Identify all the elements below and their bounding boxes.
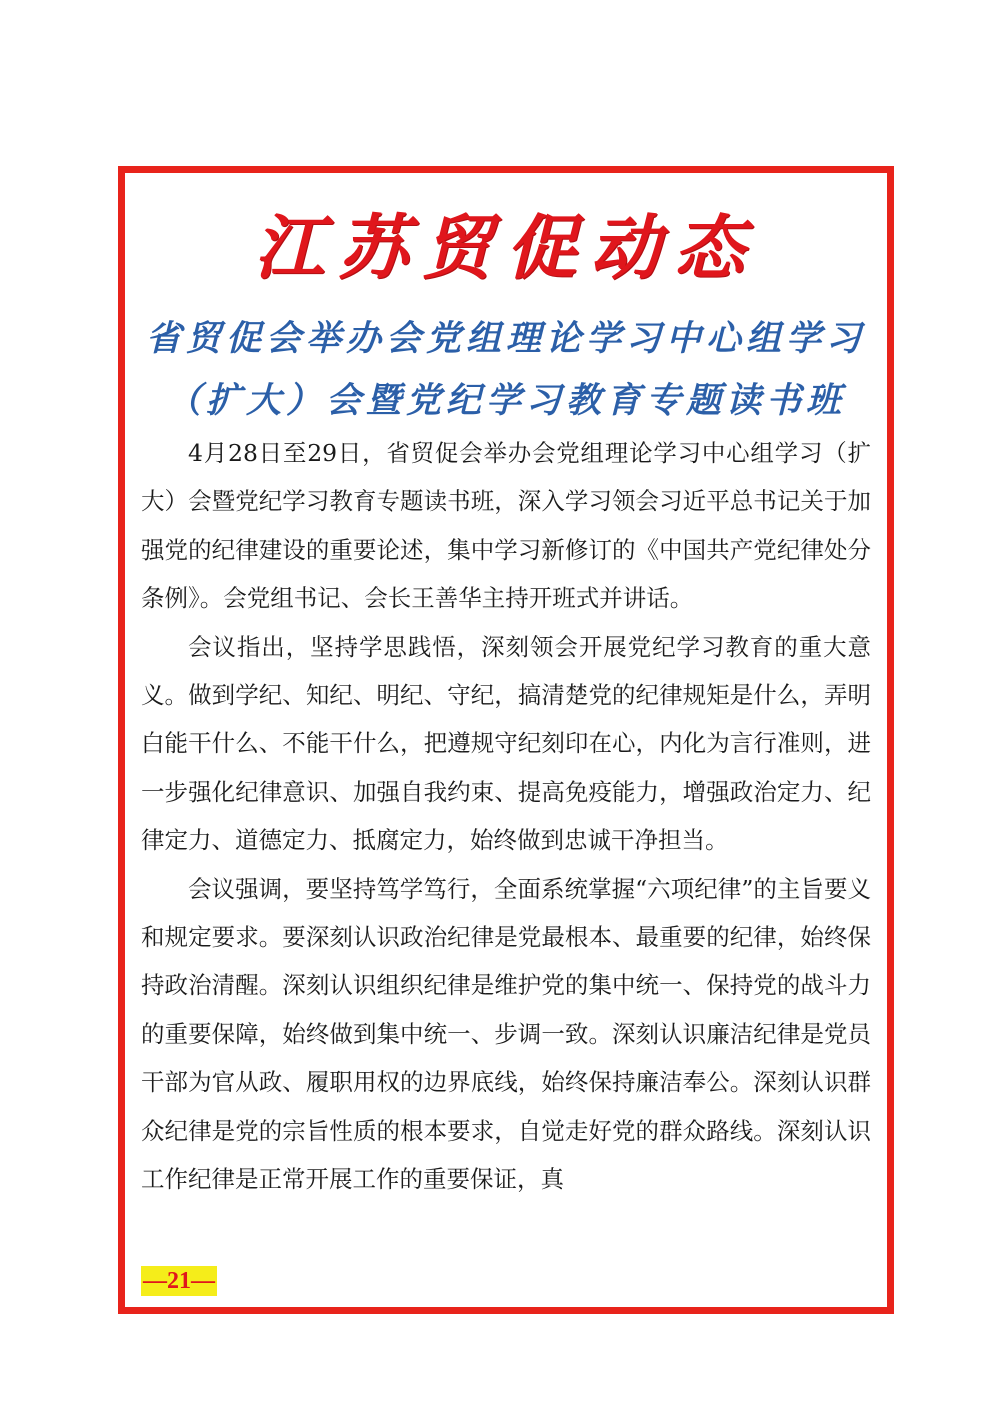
paragraph-2: 会议指出，坚持学思践悟，深刻领会开展党纪学习教育的重大意义。做到学纪、知纪、明纪、守纪，搞清楚党的纪律规矩是什么，弄明白能干什么、不能干什么，把遵规守纪刻印在心，内化为言行准则，进一步强化纪律意识、加强自我约束、提高免疫能力，增强政治定力、纪律定力、道德定力、抵腐定力，始终做到忠诚干净担当。 [141,632,871,855]
article-title-line-2: （扩大）会暨党纪学习教育专题读书班 [165,381,846,421]
masthead-title: 江苏贸促动态 [254,206,758,289]
article-body [141,429,871,1204]
page-frame [118,166,894,1314]
article-title [135,308,877,432]
page-number: —21— [143,1268,215,1294]
article-title-line-1: 省贸促会举办会党组理论学习中心组学习 [145,319,866,359]
paragraph-1: 4月28日至29日，省贸促会举办会党组理论学习中心组学习（扩大）会暨党纪学习教育专题读书班，深入学习领会习近平总书记关于加强党的纪律建设的重要论述，集中学习新修订的《中国共产党纪律处分条例》。会党组书记、会长王善华主持开班式并讲话。 [141,439,871,613]
paragraph-3: 会议强调，要坚持笃学笃行，全面系统掌握“六项纪律”的主旨要义和规定要求。要深刻认识政治纪律是党最根本、最重要的纪律，始终保持政治清醒。深刻认识组织纪律是维护党的集中统一、保持党的战斗力的重要保障，始终做到集中统一、步调一致。深刻认识廉洁纪律是党员干部为官从政、履职用权的边界底线，始终保持廉洁奉公。深刻认识群众纪律是党的宗旨性质的根本要求，自觉走好党的群众路线。深刻认识工作纪律是正常开展工作的重要保证，真 [141,874,871,1194]
